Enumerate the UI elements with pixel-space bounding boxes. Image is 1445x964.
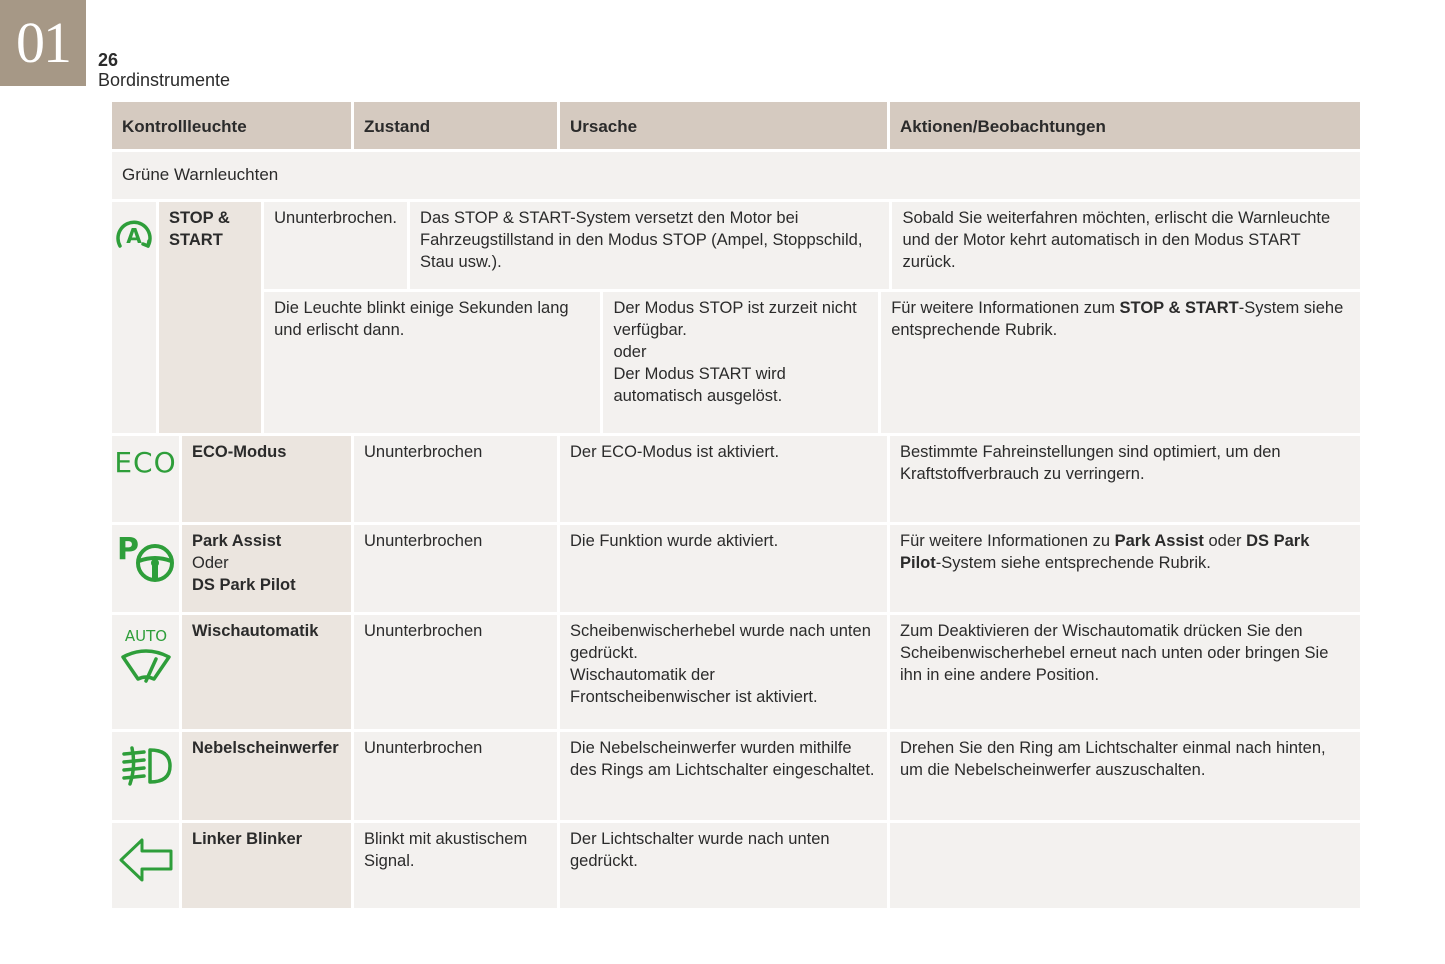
light-name-line: Park Assist <box>192 532 282 550</box>
chapter-tab: 01 <box>0 0 86 86</box>
park-assist-icon-text: P <box>116 532 139 567</box>
light-name-line: DS Park Pilot <box>192 576 296 594</box>
header-ursache: Ursache <box>560 102 890 152</box>
action-cell: Zum Deaktivieren der Wischautomatik drücken Sie den Scheibenwischerhebel erneut nach unten oder bringen Sie ihn in eine andere Position. <box>890 615 1360 732</box>
eco-icon-text: ECO <box>114 446 177 479</box>
cause-cell: Die Nebelscheinwerfer wurden mithilfe des Rings am Lichtschalter eingeschaltet. <box>560 732 890 823</box>
eco-icon <box>112 436 182 525</box>
page-number: 26 <box>98 50 119 70</box>
group-label: Grüne Warnleuchten <box>112 152 1360 202</box>
table-row <box>112 732 1360 823</box>
action-bold: STOP & START <box>1119 299 1239 317</box>
action-cell: Bestimmte Fahreinstellungen sind optimiert, um den Kraftstoffverbrauch zu verringern. <box>890 436 1360 525</box>
table-row <box>112 615 1360 732</box>
table-row <box>112 525 1360 615</box>
action-cell: Sobald Sie weiterfahren möchten, erlischt die Warnleuchte und der Motor kehrt automatisch in den Modus START zurück. <box>892 202 1360 292</box>
action-text: Für weitere Informationen zu <box>900 532 1115 550</box>
park-assist-icon <box>112 525 182 615</box>
action-cell <box>881 292 1360 436</box>
cause-line: Scheibenwischerhebel wurde nach unten gedrückt. <box>570 622 871 662</box>
auto-wiper-icon-text: AUTO <box>124 627 167 645</box>
light-name-or: Oder <box>192 554 229 572</box>
action-cell <box>890 525 1360 615</box>
group-row <box>112 152 1360 202</box>
cause-line: Der Modus STOP ist zurzeit nicht verfügbar. <box>613 299 857 339</box>
stop-start-icon <box>112 202 159 436</box>
cause-cell: Der Lichtschalter wurde nach unten gedrückt. <box>560 823 890 911</box>
header-aktionen: Aktionen/Beobachtungen <box>890 102 1360 152</box>
action-bold: DS Park Pilot <box>900 532 1310 572</box>
state-cell: Ununterbrochen <box>354 436 560 525</box>
state-cell: Ununterbrochen <box>354 615 560 732</box>
state-cell: Blinkt mit akustischem Signal. <box>354 823 560 911</box>
action-cell <box>890 823 1360 911</box>
state-cell: Ununterbrochen <box>354 732 560 823</box>
action-bold: Park Assist <box>1114 532 1204 550</box>
light-name: STOP & START <box>159 202 264 436</box>
cause-cell: Der ECO-Modus ist aktiviert. <box>560 436 890 525</box>
cause-cell <box>603 292 881 436</box>
action-text: Für weitere Informationen zum <box>891 299 1120 317</box>
action-cell: Drehen Sie den Ring am Lichtschalter einmal nach hinten, um die Nebelscheinwerfer auszuschalten. <box>890 732 1360 823</box>
state-cell: Ununterbrochen <box>354 525 560 615</box>
table-row <box>112 823 1360 911</box>
svg-text:A: A <box>126 224 142 248</box>
cause-line: Wischautomatik der Frontscheibenwischer ist aktiviert. <box>570 666 818 706</box>
cause-cell: Das STOP & START-System versetzt den Motor bei Fahrzeugstillstand in den Modus STOP (Ampel, Stoppschild, Stau usw.). <box>410 202 892 292</box>
light-name: Wischautomatik <box>182 615 354 732</box>
cause-cell: Die Funktion wurde aktiviert. <box>560 525 890 615</box>
light-name: Linker Blinker <box>182 823 354 911</box>
action-text: oder <box>1203 532 1247 550</box>
header-zustand: Zustand <box>354 102 560 152</box>
state-cell: Die Leuchte blinkt einige Sekunden lang und erlischt dann. <box>264 292 603 436</box>
cause-line: Der Modus START wird automatisch ausgelöst. <box>613 365 786 405</box>
cause-cell <box>560 615 890 732</box>
cause-line: oder <box>613 343 647 361</box>
table-row <box>112 436 1360 525</box>
warning-light-table <box>112 102 1360 911</box>
section-title: Bordinstrumente <box>98 70 231 90</box>
header-kontrollleuchte: Kontrollleuchte <box>112 102 354 152</box>
state-cell: Ununterbrochen. <box>264 202 410 292</box>
fog-light-icon <box>112 732 182 823</box>
light-name: Nebelscheinwerfer <box>182 732 354 823</box>
light-name <box>182 525 354 615</box>
table-header <box>112 102 1360 152</box>
left-indicator-icon <box>112 823 182 911</box>
table-row <box>112 202 1360 436</box>
action-text: -System siehe entsprechende Rubrik. <box>891 299 1344 339</box>
light-name: ECO-Modus <box>182 436 354 525</box>
auto-wiper-icon <box>112 615 182 732</box>
action-text: -System siehe entsprechende Rubrik. <box>935 554 1211 572</box>
